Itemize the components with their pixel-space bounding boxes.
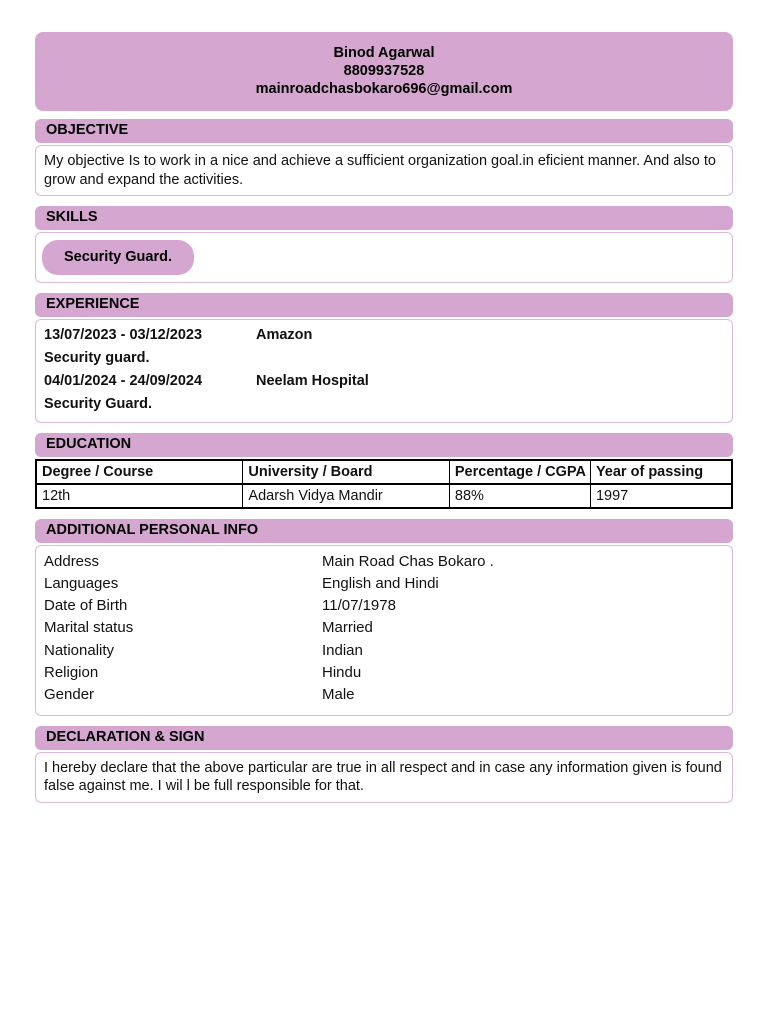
objective-section <box>35 119 733 196</box>
info-label: Languages <box>44 574 119 592</box>
info-label: Marital status <box>44 619 134 637</box>
info-value: 11/07/1978 <box>322 597 396 615</box>
info-value: English and Hindi <box>322 574 439 592</box>
experience-item <box>44 324 724 347</box>
candidate-name: Binod Agarwal <box>333 45 435 61</box>
experience-role: Security Guard. <box>44 395 152 412</box>
info-label: Address <box>44 552 100 570</box>
info-row <box>44 573 724 595</box>
skills-section-title: SKILLS <box>35 206 733 230</box>
personal-info-section <box>35 519 733 716</box>
education-table <box>35 459 733 509</box>
resume-header <box>35 32 733 111</box>
education-year: 1997 <box>590 484 732 508</box>
info-row <box>44 662 724 684</box>
info-label: Date of Birth <box>44 597 128 615</box>
experience-item <box>44 370 724 393</box>
education-row <box>36 484 732 508</box>
info-value: Indian <box>322 641 363 659</box>
declaration-section-title: DECLARATION & SIGN <box>35 726 733 750</box>
education-header-university: University / Board <box>243 460 449 484</box>
objective-text: My objective Is to work in a nice and achieve a sufficient organization goal.in eficient manner. And also to grow and expand the activities. <box>35 145 733 196</box>
experience-period: 04/01/2024 - 24/09/2024 <box>44 372 203 389</box>
candidate-email: mainroadchasbokaro696@gmail.com <box>255 81 513 97</box>
education-percentage: 88% <box>449 484 590 508</box>
education-section <box>35 433 733 509</box>
declaration-section <box>35 726 733 803</box>
info-row <box>44 684 724 706</box>
education-degree: 12th <box>36 484 243 508</box>
education-university: Adarsh Vidya Mandir <box>243 484 449 508</box>
education-section-title: EDUCATION <box>35 433 733 457</box>
experience-company: Neelam Hospital <box>256 372 369 389</box>
education-header-year: Year of passing <box>590 460 732 484</box>
info-row <box>44 551 724 573</box>
experience-company: Amazon <box>256 326 313 343</box>
experience-list <box>35 319 733 423</box>
info-row <box>44 617 724 639</box>
education-header-degree: Degree / Course <box>36 460 243 484</box>
info-row <box>44 640 724 662</box>
experience-section-title: EXPERIENCE <box>35 293 733 317</box>
education-header-row <box>36 460 732 484</box>
info-value: Married <box>322 619 373 637</box>
skills-list <box>35 232 733 283</box>
info-value: Hindu <box>322 663 362 681</box>
candidate-phone: 8809937528 <box>343 63 425 79</box>
experience-period: 13/07/2023 - 03/12/2023 <box>44 326 203 343</box>
objective-section-title: OBJECTIVE <box>35 119 733 143</box>
education-header-percentage: Percentage / CGPA <box>449 460 590 484</box>
skill-badge: Security Guard. <box>42 240 194 275</box>
skills-section <box>35 206 733 283</box>
declaration-text: I hereby declare that the above particular are true in all respect and in case any information given is found false against me. I wil l be full responsible for that. <box>35 752 733 803</box>
info-row <box>44 595 724 617</box>
info-value: Male <box>322 686 355 704</box>
experience-section <box>35 293 733 423</box>
personal-info-list <box>35 545 733 716</box>
info-label: Nationality <box>44 641 115 659</box>
info-label: Gender <box>44 686 95 704</box>
info-label: Religion <box>44 663 99 681</box>
info-value: Main Road Chas Bokaro . <box>322 552 494 570</box>
personal-info-section-title: ADDITIONAL PERSONAL INFO <box>35 519 733 543</box>
experience-role: Security guard. <box>44 349 150 366</box>
